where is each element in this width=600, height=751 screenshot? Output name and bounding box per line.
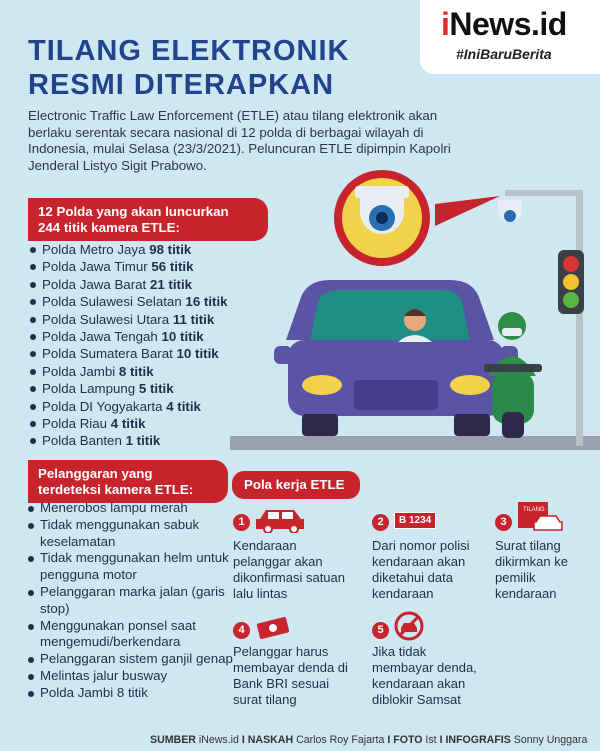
ticket-letter-label: TILANG: [523, 507, 545, 513]
step-5-text: Jika tidak membayar denda, kendaraan akan diblokir Samsat: [372, 644, 477, 707]
title-line-2: RESMI DITERAPKAN: [28, 69, 335, 101]
page-title: [28, 34, 418, 102]
intro-paragraph: Electronic Traffic Law Enforcement (ETLE) atau tilang elektronik akan berlaku serentak secara nasional di 12 polda di berbagai wilayah di Indonesia, mulai Selasa (23/3/2021). Peluncuran ETLE dipimpin Kapolri Jenderal Listyo Sigit Prabowo.: [28, 108, 451, 173]
list-item: Polda Jawa Barat 21 titik: [30, 276, 250, 293]
road-icon: [230, 436, 600, 450]
car-icon: [254, 505, 308, 533]
list-item: Tidak menggunakan sabuk keselamatan: [28, 517, 233, 551]
list-item: Pelanggaran sistem ganjil genap: [28, 651, 233, 668]
list-item: Melintas jalur busway: [28, 668, 233, 685]
workflow-heading: Pola kerja ETLE: [232, 471, 360, 499]
list-item: Polda Sulawesi Utara 11 titik: [30, 311, 250, 328]
title-line-1: TILANG ELEKTRONIK: [28, 35, 350, 67]
step-4-text: Pelanggar harus membayar denda di Bank BRI sesuai surat tilang: [233, 644, 348, 707]
list-item: Polda Sumatera Barat 10 titik: [30, 345, 250, 362]
step-1-text: Kendaraan pelanggar akan dikonfirmasi satuan lalu lintas: [233, 538, 345, 601]
license-plate-icon: B 1234: [394, 512, 436, 529]
step-2-text: Dari nomor polisi kendaraan akan diketahui data kendaraan: [372, 538, 470, 601]
violations-heading: Pelanggaran yang terdeteksi kamera ETLE:: [28, 460, 228, 503]
list-item: Polda Metro Jaya 98 titik: [30, 241, 250, 258]
list-item: Polda Jambi 8 titik: [28, 685, 233, 702]
list-item: Tidak menggunakan helm untuk pengguna motor: [28, 550, 233, 584]
blocked-car-icon: [393, 610, 425, 642]
step-4-number: 4: [233, 622, 250, 639]
brand-logo: iNews.id: [441, 6, 567, 42]
list-item: Polda Lampung 5 titik: [30, 380, 250, 397]
list-item: Menerobos lampu merah: [28, 500, 233, 517]
list-item: Polda Jambi 8 titik: [30, 363, 250, 380]
traffic-illustration: [230, 160, 600, 460]
list-item: Polda DI Yogyakarta 4 titik: [30, 398, 250, 415]
list-item: Pelanggaran marka jalan (garis stop): [28, 584, 233, 618]
step-5-number: 5: [372, 622, 389, 639]
money-icon: [254, 612, 294, 642]
list-item: Polda Sulawesi Selatan 16 titik: [30, 293, 250, 310]
list-item: Polda Banten 1 titik: [30, 432, 250, 449]
list-item: Polda Riau 4 titik: [30, 415, 250, 432]
list-item: Polda Jawa Tengah 10 titik: [30, 328, 250, 345]
step-1-number: 1: [233, 514, 250, 531]
step-3-number: 3: [495, 514, 512, 531]
ticket-letter-icon: [514, 500, 566, 534]
step-2-number: 2: [372, 514, 389, 531]
footer-credits: SUMBER iNews.id I NASKAH Carlos Roy Fajarta I FOTO Ist I INFOGRAFIS Sonny Unggara: [150, 734, 588, 746]
list-item: Menggunakan ponsel saat mengemudi/berkendara: [28, 618, 233, 652]
polda-list: [30, 241, 250, 450]
brand-hashtag: #IniBaruBerita: [456, 46, 552, 62]
motorcycle-rider-illustration: [484, 312, 542, 438]
step-3-text: Surat tilang dikirmkan ke pemilik kendaraan: [495, 538, 568, 601]
polda-heading: 12 Polda yang akan luncurkan 244 titik kamera ETLE:: [28, 198, 268, 241]
etle-camera-icon: [334, 170, 500, 266]
violations-list: [28, 500, 233, 702]
list-item: Polda Jawa Timur 56 titik: [30, 258, 250, 275]
car-illustration: [274, 280, 518, 436]
